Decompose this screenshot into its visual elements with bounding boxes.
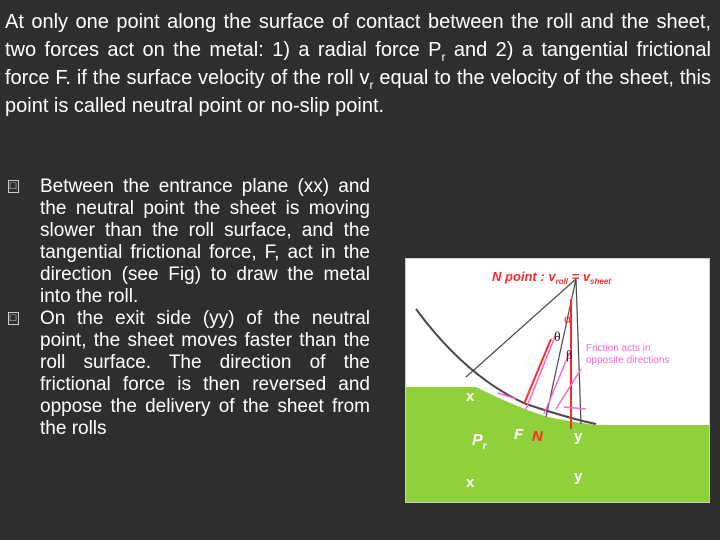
label-x-top: x (466, 388, 475, 405)
label-alpha: α (564, 312, 571, 326)
figure-title: N point : $v_{roll} = v_{sheet}$ (492, 269, 611, 286)
label-friction-force: F (514, 426, 524, 443)
intro-text-3: equal to the velocity of the sheet, this point is called neutral point or no-slip point. (5, 67, 711, 117)
intro-text-2: and 2) a tangential frictional force F. if the surface velocity of the roll v (5, 39, 711, 89)
rolling-diagram (405, 258, 710, 503)
sheet-shape (406, 387, 709, 502)
bullet-item-exit (8, 308, 370, 440)
bullet-text-entrance: Between the entrance plane (xx) and the neutral point the sheet is moving slower than the roll surface, and the tangential frictional force, F, act in the direction (see Fig) to draw the metal into the roll. (40, 176, 370, 307)
label-y-bottom: y (574, 468, 583, 485)
friction-note-line2: opposite directions (586, 355, 670, 366)
intro-text-1: At only one point along the surface of contact between the roll and the sheet, two forces act on the metal: 1) a radial force P (5, 11, 711, 61)
bullet-text-exit: On the exit side (yy) of the neutral point, the sheet moves faster than the roll surface. The direction of the frictional force is then reversed and oppose the delivery of the sheet from the rolls (40, 308, 370, 439)
radius-line-exit (576, 279, 581, 424)
friction-arrow-right (564, 407, 586, 409)
friction-note-line1: Friction acts in (586, 343, 651, 354)
label-neutral-point: N (532, 428, 543, 445)
bullet-list (8, 176, 370, 440)
intro-sub-1: r (441, 50, 446, 64)
label-theta: θ (554, 330, 561, 345)
intro-sub-2: r (369, 78, 374, 92)
rolling-diagram-svg (406, 259, 709, 502)
bullet-item-entrance (8, 176, 370, 308)
label-radial-force: $P_r$ (472, 432, 487, 452)
label-y-top: y (574, 428, 583, 445)
label-x-bottom: x (466, 474, 475, 491)
label-beta: β (566, 347, 573, 362)
checkbox-bullet-icon: ☐ (9, 313, 18, 323)
radius-line-entrance (466, 279, 576, 377)
checkbox-bullet-icon: ☐ (9, 181, 18, 191)
intro-paragraph (5, 8, 711, 120)
radial-force-arrow (524, 339, 551, 404)
